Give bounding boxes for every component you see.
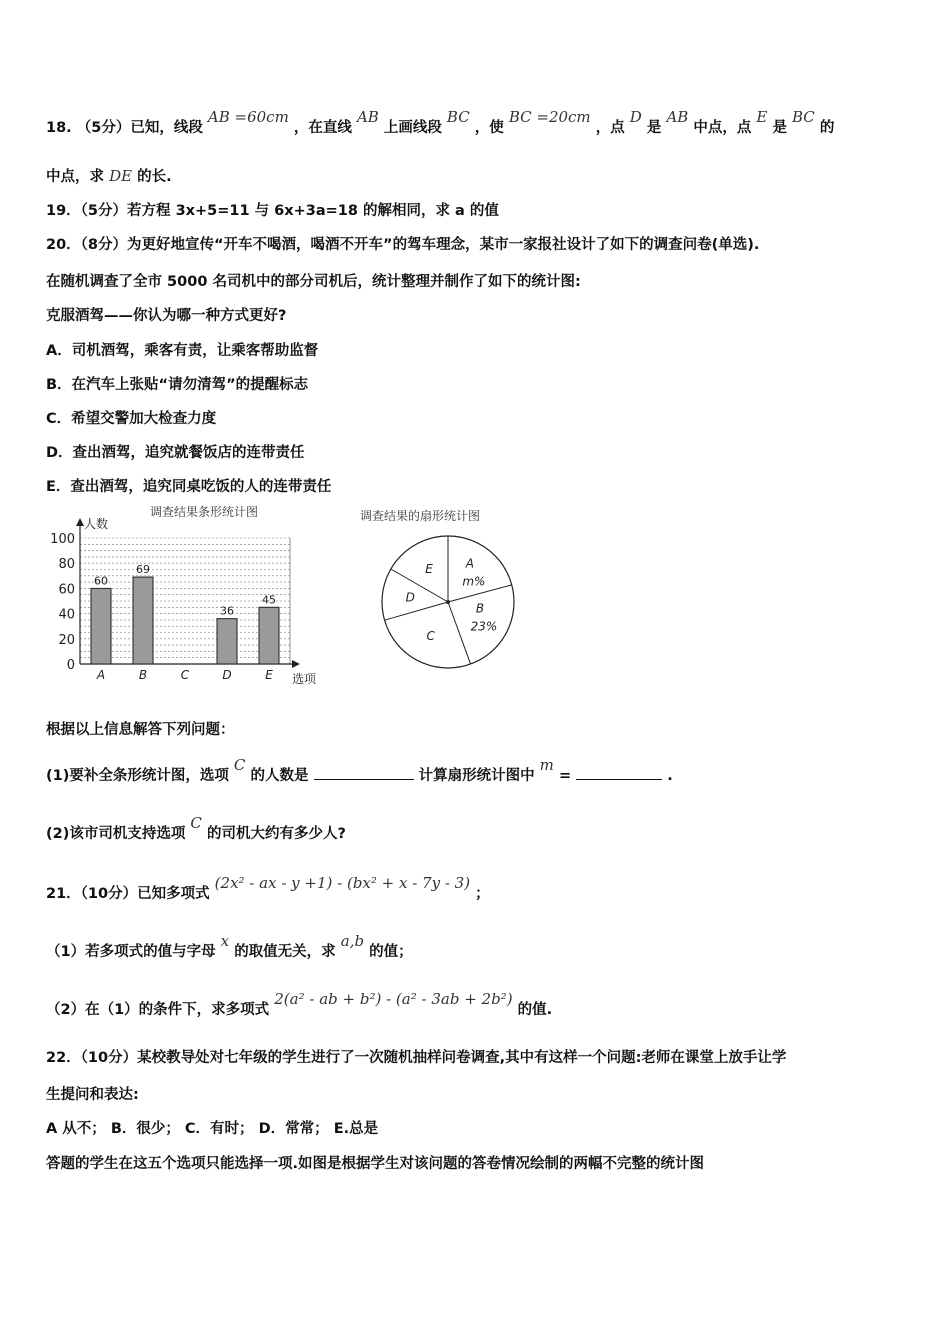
q18-math-de: DE xyxy=(109,167,133,185)
bar-chart-ylabel: 人数 xyxy=(84,517,109,531)
bar-chart-x-arrow xyxy=(292,660,300,668)
q18-math-bc: BC xyxy=(446,108,470,126)
q18-text-4: ，点 xyxy=(595,120,625,136)
q20-part1-eq: = xyxy=(558,768,572,784)
q18-text-1: ，在直线 xyxy=(293,120,352,136)
q21-intro-end: ； xyxy=(475,886,490,902)
bar-b xyxy=(133,577,153,664)
q20-part1-text3: 计算扇形统计图中 xyxy=(418,768,535,784)
q21-intro-text: 21．（10分）已知多项式 xyxy=(46,886,210,902)
q20-question: 克服酒驾——你认为哪一种方式更好? xyxy=(46,308,287,324)
q21-part1-math-x: x xyxy=(220,932,230,950)
bar-a xyxy=(91,588,111,664)
bar-d xyxy=(217,619,237,664)
bar-chart-ytick: 20 xyxy=(58,632,75,648)
bar-chart-xtick: C xyxy=(180,668,190,682)
bar-chart-xtick: B xyxy=(138,668,148,682)
q20-option-e: E．查出酒驾，追究同桌吃饭的人的连带责任 xyxy=(46,479,332,495)
q18-math-ab2: AB xyxy=(666,108,689,126)
q18-text-3: ，使 xyxy=(474,120,504,136)
q20-option-c: C．希望交警加大检查力度 xyxy=(46,411,217,427)
q18-text-8: 的 xyxy=(819,120,835,136)
bar-label-e: 45 xyxy=(262,593,276,607)
q20-option-a: A．司机酒驾，乘客有责，让乘客帮助监督 xyxy=(46,343,319,359)
bar-chart-xtick: D xyxy=(222,668,232,682)
q22-line3: A 从不； B．很少； C．有时； D．常常； E.总是 xyxy=(46,1121,379,1137)
bar-label-b: 69 xyxy=(136,563,150,577)
pie-label-e: E xyxy=(425,562,433,577)
q18-line2-text: 中点，求 xyxy=(46,169,104,185)
q20-part1-math-m: m xyxy=(539,756,554,774)
q20-intro: 20．（8分）为更好地宣传“开车不喝酒，喝酒不开车”的驾车理念，某市一家报社设计了如下的调查问卷(单选). xyxy=(46,237,760,253)
q21-part2 xyxy=(46,990,553,1019)
answer-blank-c-count[interactable] xyxy=(314,765,414,780)
q18-math-e: E xyxy=(756,108,768,126)
bar-label-a: 60 xyxy=(94,574,108,588)
bar-chart xyxy=(40,502,340,692)
answer-blank-m[interactable] xyxy=(576,765,662,780)
bar-chart-y-arrow xyxy=(76,518,84,526)
bar-chart-ytick: 100 xyxy=(50,532,75,547)
q18-line2-end: 的长. xyxy=(137,169,172,185)
q20-part2-text: (2)该市司机支持选项 xyxy=(46,826,186,842)
q21-part2-expression: 2(a² - ab + b²) - (a² - 3ab + 2b²) xyxy=(274,990,513,1008)
pie-chart-title: 调查结果的扇形统计图 xyxy=(360,509,481,523)
pie-label-b: B xyxy=(475,601,485,616)
q21-part2-text: （2）在（1）的条件下，求多项式 xyxy=(46,1002,270,1018)
pie-center xyxy=(446,600,450,604)
q20-line2: 在随机调查了全市 5000 名司机中的部分司机后，统计整理并制作了如下的统计图: xyxy=(46,274,581,290)
pie-value-a: m% xyxy=(462,574,486,589)
q18-number: 18. xyxy=(46,120,72,136)
pie-label-a: A xyxy=(465,556,475,571)
q21-part1-text2: 的取值无关，求 xyxy=(234,944,336,960)
q20-part2-end: 的司机大约有多少人? xyxy=(206,826,346,842)
bar-chart-ytick: 40 xyxy=(58,607,75,623)
q19-text: 19．（5分）若方程 3x+5=11 与 6x+3a=18 的解相同，求 a 的值 xyxy=(46,203,499,219)
q18-math-d: D xyxy=(629,108,642,126)
q20-followup: 根据以上信息解答下列问题： xyxy=(46,722,235,738)
q21-part1-end: 的值； xyxy=(369,944,413,960)
q20-option-b: B．在汽车上张贴“请勿清驾”的提醒标志 xyxy=(46,377,309,393)
q20-part2-math-c: C xyxy=(190,814,202,832)
q20-part1 xyxy=(46,756,673,785)
q21-intro xyxy=(46,874,490,903)
pie-label-d: D xyxy=(405,590,415,605)
q18-text-7: 是 xyxy=(772,120,787,136)
q18-math-ab: AB xyxy=(356,108,379,126)
pie-value-b: 23% xyxy=(470,619,498,634)
bar-chart-xtick: A xyxy=(96,668,106,682)
bar-chart-ytick: 80 xyxy=(58,557,75,573)
bar-e xyxy=(259,607,279,664)
q18-text-5: 是 xyxy=(646,120,662,136)
q21-part1-text: （1）若多项式的值与字母 xyxy=(46,944,216,960)
q21-part2-end: 的值. xyxy=(517,1002,553,1018)
q21-part1 xyxy=(46,932,413,961)
q22-line4: 答题的学生在这五个选项只能选择一项.如图是根据学生对该问题的答卷情况绘制的两幅不完整的统计图 xyxy=(46,1156,705,1172)
q21-part1-math-ab: a,b xyxy=(340,932,365,950)
q20-option-d: D．查出酒驾，追究就餐饭店的连带责任 xyxy=(46,445,305,461)
q18-text: （5分）已知，线段 xyxy=(76,120,203,136)
q18-text-6: 中点，点 xyxy=(693,120,752,136)
q18-line1 xyxy=(46,108,835,137)
q22-line1: 22．（10分）某校教导处对七年级的学生进行了一次随机抽样问卷调查,其中有这样一个问题:老师在课堂上放手让学 xyxy=(46,1050,787,1066)
bar-label-d: 36 xyxy=(220,604,234,618)
q20-part1-end: . xyxy=(667,768,673,784)
bar-chart-xtick: E xyxy=(265,668,273,682)
pie-chart xyxy=(350,502,550,672)
q18-math-ab60: AB =60cm xyxy=(207,108,289,126)
q18-line2 xyxy=(46,165,172,186)
q18-math-bc2: BC xyxy=(792,108,815,126)
q20-part1-text2: 的人数是 xyxy=(250,768,309,784)
q18-text-2: 上画线段 xyxy=(383,120,442,136)
q20-part1-text: (1)要补全条形统计图，选项 xyxy=(46,768,229,784)
bar-chart-ytick: 0 xyxy=(66,658,75,673)
bar-chart-ytick: 60 xyxy=(58,582,75,598)
q20-part1-math-c: C xyxy=(233,756,246,774)
q21-expression: (2x² - ax - y +1) - (bx² + x - 7y - 3) xyxy=(214,874,471,892)
pie-label-c: C xyxy=(426,628,435,643)
q20-part2 xyxy=(46,814,346,843)
bar-chart-xlabel: 选项 xyxy=(292,672,317,686)
q22-line2: 生提问和表达: xyxy=(46,1087,139,1103)
q18-math-bc20: BC =20cm xyxy=(508,108,591,126)
bar-chart-title: 调查结果条形统计图 xyxy=(150,505,259,519)
